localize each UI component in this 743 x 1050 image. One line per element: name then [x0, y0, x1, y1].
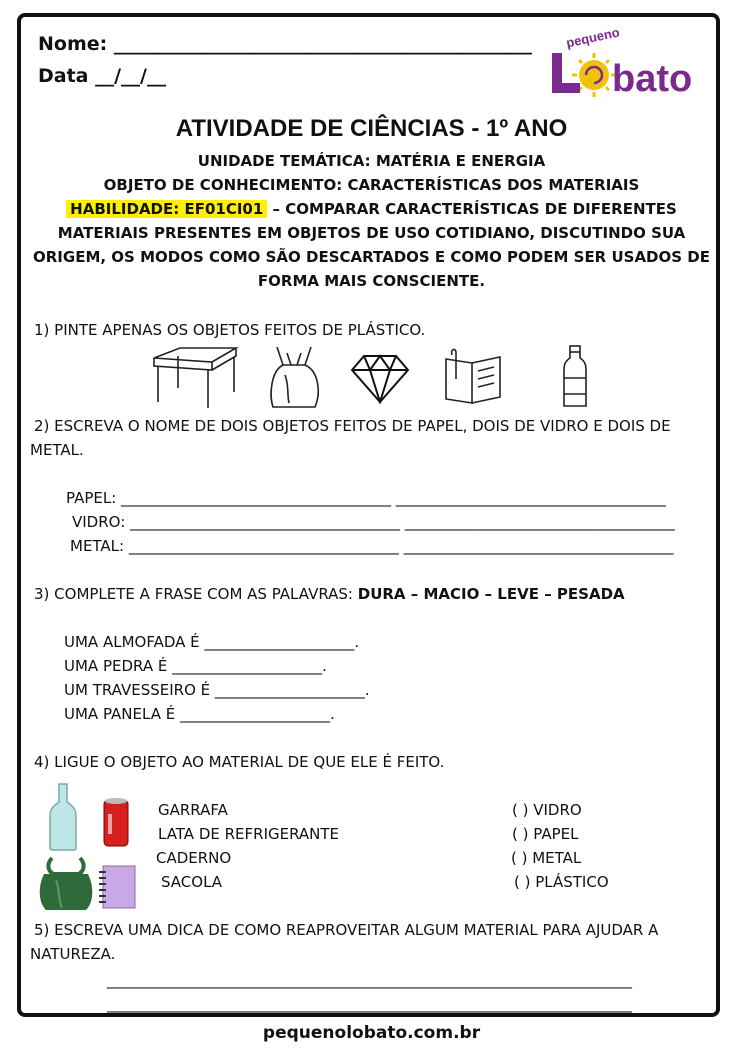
answer-row-paper[interactable]: PAPEL: ____________________________________ ____________________________________ [66, 489, 666, 507]
question-2-line-2: METAL. [30, 441, 84, 459]
sentence-cushion[interactable]: UM TRAVESSEIRO É ____________________. [64, 681, 370, 699]
answer-line-2[interactable]: ______________________________________________________________________ [107, 995, 632, 1013]
table-icon [150, 344, 240, 410]
skill-line-1: HABILIDADE: EF01CI01 – COMPARAR CARACTERÍSTICAS DE DIFERENTES [0, 200, 743, 218]
object-notebook: CADERNO [156, 849, 232, 867]
logo-top-text: pequeno [564, 25, 621, 51]
question-4: 4) LIGUE O OBJETO AO MATERIAL DE QUE ELE É FEITO. [34, 753, 445, 771]
question-5-line-1: 5) ESCREVA UMA DICA DE COMO REAPROVEITAR ALGUM MATERIAL PARA AJUDAR A [34, 921, 659, 939]
bottle-icon [562, 344, 588, 410]
object-bottle: GARRAFA [158, 801, 228, 819]
question-1: 1) PINTE APENAS OS OBJETOS FEITOS DE PLÁSTICO. [34, 321, 426, 339]
question-3: 3) COMPLETE A FRASE COM AS PALAVRAS: DURA – MACIO – LEVE – PESADA [34, 585, 625, 603]
sentence-pan[interactable]: UMA PANELA É ____________________. [64, 705, 335, 723]
word-bank: DURA – MACIO – LEVE – PESADA [357, 585, 625, 603]
date-field-label: Data __/__/__ [38, 65, 166, 87]
skill-line-2: MATERIAIS PRESENTES EM OBJETOS DE USO COTIDIANO, DISCUTINDO SUA [57, 224, 686, 242]
question-5-line-2: NATUREZA. [30, 945, 116, 963]
skill-line-3: ORIGEM, OS MODOS COMO SÃO DESCARTADOS E COMO PODEM SER USADOS DE [33, 248, 710, 266]
object-bag: SACOLA [161, 873, 223, 891]
diamond-icon [350, 354, 410, 404]
glass-bottle-icon [48, 782, 78, 852]
green-bag-icon [36, 856, 96, 912]
name-field-label: Nome: ____________________________________________ [38, 33, 532, 55]
object-soda-can: LATA DE REFRIGERANTE [158, 825, 340, 843]
footer-url[interactable]: pequenolobato.com.br [262, 1023, 481, 1043]
sentence-stone[interactable]: UMA PEDRA É ____________________. [64, 657, 327, 675]
notebook-icon [442, 345, 504, 405]
answer-row-glass[interactable]: VIDRO: ____________________________________ ____________________________________ [72, 513, 675, 531]
sentence-pillow[interactable]: UMA ALMOFADA É ____________________. [64, 633, 360, 651]
plastic-bag-icon [265, 345, 325, 409]
logo-letter-l [552, 53, 580, 93]
thematic-unit: UNIDADE TEMÁTICA: MATÉRIA E ENERGIA [197, 152, 546, 170]
material-metal[interactable]: ( ) METAL [511, 849, 582, 867]
answer-line-1[interactable]: ______________________________________________________________________ [107, 971, 632, 989]
answer-row-metal[interactable]: METAL: ____________________________________ ____________________________________ [70, 537, 674, 555]
skill-line-4: FORMA MAIS CONSCIENTE. [257, 272, 486, 290]
page-title: ATIVIDADE DE CIÊNCIAS - 1º ANO [175, 115, 568, 142]
soda-can-icon [102, 796, 130, 848]
material-plastic[interactable]: ( ) PLÁSTICO [514, 873, 609, 891]
knowledge-object: OBJETO DE CONHECIMENTO: CARACTERÍSTICAS DOS MATERIAIS [103, 176, 640, 194]
purple-notebook-icon [97, 864, 137, 910]
pequeno-lobato-logo [548, 25, 718, 100]
skill-highlight: HABILIDADE: EF01CI01 [66, 200, 267, 218]
material-glass[interactable]: ( ) VIDRO [512, 801, 582, 819]
logo-main-text: bato [612, 58, 693, 100]
question-2-line-1: 2) ESCREVA O NOME DE DOIS OBJETOS FEITOS DE PAPEL, DOIS DE VIDRO E DOIS DE [34, 417, 671, 435]
material-paper[interactable]: ( ) PAPEL [512, 825, 579, 843]
